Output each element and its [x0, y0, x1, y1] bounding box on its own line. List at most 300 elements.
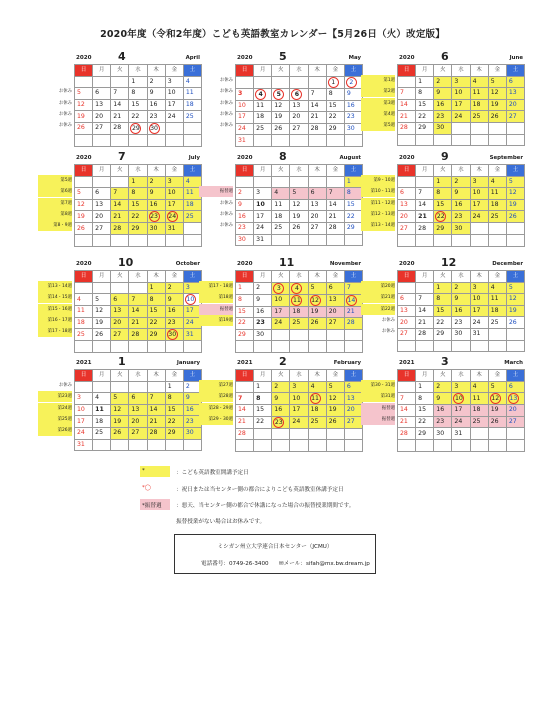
day-cell: [290, 318, 308, 330]
month-calendar-aug: [235, 150, 363, 246]
day-cell: [452, 428, 470, 440]
week-row: [75, 427, 202, 439]
weekday-header: 日: [236, 271, 254, 283]
day-number: 14: [400, 101, 408, 109]
week-row: [236, 234, 363, 246]
day-cell: [506, 340, 524, 352]
day-number: 21: [310, 113, 319, 121]
legend-circle-swatch: [140, 483, 170, 494]
day-cell: [326, 393, 344, 405]
day-cell: [254, 222, 272, 234]
weekday-header: 木: [308, 370, 326, 382]
day-number: 30: [346, 125, 355, 133]
day-number: 11: [490, 295, 499, 303]
weekday-header: 土: [183, 165, 201, 177]
day-number: 23: [436, 418, 445, 426]
month-year: 2020: [399, 55, 415, 61]
weekday-header: 土: [506, 165, 524, 177]
day-cell: [434, 317, 452, 329]
day-number: 27: [400, 330, 408, 338]
week-label: 第13・14週: [361, 220, 395, 231]
day-cell: [488, 305, 506, 317]
day-number: 30: [436, 429, 445, 437]
weekday-header-row: [398, 370, 525, 382]
day-cell: [290, 381, 308, 393]
day-cell: [75, 404, 93, 416]
month-year: 2020: [76, 155, 92, 161]
day-number: 16: [185, 406, 194, 414]
day-number: 12: [77, 101, 85, 109]
weekday-header: 水: [290, 271, 308, 283]
day-cell: [398, 111, 416, 123]
day-cell: [236, 341, 254, 353]
day-number: 18: [472, 406, 481, 414]
day-cell: [344, 405, 362, 417]
week-row: [398, 122, 525, 134]
day-cell: [93, 404, 111, 416]
day-cell: [308, 211, 326, 223]
day-cell: [75, 99, 93, 111]
week-row: [75, 341, 202, 353]
week-label: 第22週: [361, 304, 395, 315]
day-number: 25: [274, 224, 283, 232]
day-number: 7: [328, 189, 333, 197]
day-cell: [147, 439, 165, 451]
month-year: 2020: [76, 55, 92, 61]
day-cell: [93, 134, 111, 146]
day-cell: [183, 134, 201, 146]
day-number: 19: [490, 406, 499, 414]
day-number: 7: [238, 394, 243, 402]
weekday-header: 木: [147, 271, 165, 283]
day-cell: [344, 199, 362, 211]
day-cell: [506, 393, 524, 405]
day-number: 19: [77, 212, 85, 220]
week-label: 振替週: [361, 414, 395, 425]
week-row: [398, 428, 525, 440]
day-cell: [272, 294, 290, 306]
day-cell: [290, 416, 308, 428]
day-cell: [488, 294, 506, 306]
closed-day-circle: 13: [509, 395, 518, 403]
day-cell: [344, 294, 362, 306]
day-cell: [326, 222, 344, 234]
day-number: 5: [77, 89, 81, 97]
day-number: 27: [328, 319, 337, 327]
day-number: 9: [454, 189, 459, 197]
day-number: 25: [472, 112, 481, 120]
week-row: [236, 329, 363, 341]
day-cell: [111, 188, 129, 200]
day-cell: [344, 234, 362, 246]
day-cell: [434, 340, 452, 352]
weekday-header: 木: [470, 65, 488, 77]
day-cell: [254, 416, 272, 428]
month-calendar-jul: [74, 150, 202, 247]
day-cell: [93, 122, 111, 134]
weekday-header: 土: [344, 165, 362, 177]
day-number: 21: [113, 112, 122, 120]
day-number: 18: [472, 101, 481, 109]
day-cell: [75, 306, 93, 318]
day-cell: [488, 188, 506, 200]
week-label: 第3週: [361, 98, 395, 109]
day-cell: [183, 329, 201, 341]
weekday-header-row: [236, 65, 363, 77]
day-number: 9: [436, 394, 441, 402]
day-cell: [129, 122, 147, 134]
day-number: 26: [508, 318, 517, 326]
day-number: 3: [238, 90, 243, 98]
day-cell: [434, 305, 452, 317]
day-number: 17: [167, 201, 176, 209]
closed-day-circle: 22: [436, 213, 445, 221]
day-cell: [326, 123, 344, 135]
day-cell: [452, 76, 470, 88]
day-cell: [93, 306, 111, 318]
day-number: 10: [472, 189, 481, 197]
week-row: [75, 294, 202, 306]
day-number: 3: [167, 177, 172, 185]
month-number: 6: [441, 50, 449, 63]
day-number: 31: [256, 235, 265, 243]
month-year: 2020: [399, 155, 415, 161]
day-number: 1: [418, 77, 423, 85]
day-cell: [75, 317, 93, 329]
day-number: 12: [113, 406, 122, 414]
closed-day-circle: 30: [150, 124, 158, 132]
contact-mail: ✉メール：sifah@mx.bw.dream.jp: [279, 561, 370, 567]
day-number: 10: [256, 201, 265, 209]
week-label: お休み: [58, 89, 72, 95]
day-cell: [111, 329, 129, 341]
day-cell: [452, 328, 470, 340]
day-number: 2: [185, 382, 190, 390]
day-cell: [165, 282, 183, 294]
day-number: 26: [508, 212, 517, 220]
week-row: [236, 88, 363, 100]
day-cell: [165, 439, 183, 451]
day-number: 23: [454, 318, 463, 326]
day-number: 1: [418, 382, 423, 390]
day-cell: [290, 135, 308, 147]
month-header: [397, 50, 525, 64]
day-cell: [75, 427, 93, 439]
day-cell: [111, 317, 129, 329]
day-cell: [129, 317, 147, 329]
week-label: お休み: [381, 317, 395, 323]
day-cell: [506, 211, 524, 223]
day-cell: [236, 234, 254, 246]
month-calendar-mar: [397, 355, 525, 452]
day-cell: [434, 211, 452, 223]
month-calendar-feb: [235, 355, 363, 452]
month-number: 1: [118, 355, 126, 368]
day-number: 19: [292, 212, 301, 220]
weekday-header: 月: [416, 165, 434, 177]
day-number: 29: [436, 224, 445, 232]
day-cell: [147, 329, 165, 341]
weekday-header: 日: [75, 271, 93, 283]
day-cell: [506, 294, 524, 306]
day-cell: [147, 134, 165, 146]
month-calendar-dec: [397, 256, 525, 352]
contact-box: [174, 534, 376, 574]
day-cell: [398, 416, 416, 428]
day-number: 22: [346, 212, 355, 220]
week-label: お休み: [58, 100, 72, 106]
day-cell: [344, 188, 362, 200]
weekday-header: 月: [254, 370, 272, 382]
day-cell: [398, 405, 416, 417]
week-row: [75, 199, 202, 211]
day-number: 20: [400, 212, 408, 220]
month-grid: [235, 270, 363, 353]
day-cell: [290, 188, 308, 200]
contact-tel: 電話番号：0749-26-3400: [201, 561, 269, 567]
day-cell: [416, 405, 434, 417]
day-cell: [129, 416, 147, 428]
day-cell: [308, 76, 326, 88]
legend-yellow-mark: *: [142, 468, 145, 474]
day-cell: [416, 111, 434, 123]
day-cell: [416, 234, 434, 246]
day-number: 12: [508, 189, 517, 197]
day-number: 6: [508, 382, 513, 390]
month-number: 9: [441, 150, 449, 163]
day-cell: [326, 112, 344, 124]
legend-pink-text: ：悪天、当センター側の都合で休講になった場合の振替授業期間です。: [176, 503, 355, 509]
day-number: 8: [436, 295, 441, 303]
day-cell: [488, 88, 506, 100]
day-number: 29: [346, 224, 355, 232]
day-cell: [147, 122, 165, 134]
day-number: 26: [95, 330, 104, 338]
month-year: 2021: [76, 360, 92, 366]
week-row: [236, 341, 363, 353]
day-cell: [290, 176, 308, 188]
day-cell: [147, 393, 165, 405]
day-cell: [488, 134, 506, 146]
month-calendar-sep: [397, 150, 525, 247]
day-number: 12: [508, 295, 517, 303]
day-number: 12: [328, 394, 337, 402]
day-cell: [398, 223, 416, 235]
day-cell: [129, 234, 147, 246]
day-number: 25: [310, 418, 319, 426]
day-cell: [236, 440, 254, 452]
weekday-header: 金: [488, 165, 506, 177]
day-cell: [147, 211, 165, 223]
month-grid: [74, 164, 202, 247]
weekday-header: 水: [452, 165, 470, 177]
day-cell: [344, 211, 362, 223]
day-cell: [416, 381, 434, 393]
day-number: 13: [400, 307, 408, 315]
week-row: [398, 211, 525, 223]
day-cell: [165, 317, 183, 329]
month-grid: [397, 164, 525, 247]
week-row: [398, 393, 525, 405]
day-cell: [470, 111, 488, 123]
day-number: 13: [131, 406, 140, 414]
day-cell: [506, 188, 524, 200]
day-cell: [344, 135, 362, 147]
week-row: [398, 340, 525, 352]
day-cell: [308, 188, 326, 200]
month-number: 4: [118, 50, 126, 63]
weekday-header: 火: [272, 165, 290, 177]
day-number: 17: [167, 101, 176, 109]
weekday-header: 水: [129, 165, 147, 177]
day-cell: [290, 76, 308, 88]
day-cell: [344, 100, 362, 112]
day-cell: [129, 404, 147, 416]
day-cell: [506, 76, 524, 88]
day-cell: [326, 405, 344, 417]
weekday-header: 日: [236, 65, 254, 77]
day-cell: [344, 282, 362, 294]
day-cell: [290, 234, 308, 246]
day-cell: [93, 393, 111, 405]
day-cell: [452, 416, 470, 428]
weekday-header: 土: [506, 370, 524, 382]
week-row: [398, 111, 525, 123]
day-number: 27: [113, 330, 122, 338]
day-number: 10: [238, 101, 246, 109]
month-calendar-jan: [74, 355, 202, 451]
day-cell: [308, 176, 326, 188]
day-number: 13: [113, 307, 122, 315]
day-cell: [129, 188, 147, 200]
weekday-header: 水: [290, 165, 308, 177]
day-cell: [254, 282, 272, 294]
week-label: 第20週: [361, 281, 395, 292]
day-number: 8: [346, 189, 351, 197]
day-cell: [416, 211, 434, 223]
day-cell: [452, 234, 470, 246]
closed-day-circle: 11: [311, 395, 319, 403]
day-number: 8: [418, 89, 423, 97]
day-cell: [452, 317, 470, 329]
day-cell: [488, 340, 506, 352]
day-number: 29: [167, 429, 176, 437]
day-cell: [398, 340, 416, 352]
month-number: 2: [279, 355, 287, 368]
day-cell: [165, 381, 183, 393]
day-number: 14: [113, 201, 122, 209]
day-cell: [254, 405, 272, 417]
day-cell: [470, 439, 488, 451]
day-number: 15: [418, 101, 427, 109]
day-number: 8: [167, 394, 172, 402]
day-cell: [344, 416, 362, 428]
day-cell: [416, 305, 434, 317]
day-number: 11: [472, 394, 481, 402]
day-number: 17: [274, 307, 283, 315]
day-number: 22: [238, 319, 246, 327]
day-number: 12: [490, 89, 499, 97]
day-cell: [147, 416, 165, 428]
month-calendar-apr: [74, 50, 202, 147]
day-cell: [111, 134, 129, 146]
day-cell: [326, 282, 344, 294]
day-number: 15: [149, 307, 158, 315]
day-cell: [416, 428, 434, 440]
day-number: 17: [77, 417, 85, 425]
day-number: 24: [238, 125, 246, 133]
day-cell: [326, 440, 344, 452]
month-calendar-jun: [397, 50, 525, 146]
day-number: 26: [274, 125, 283, 133]
week-label: 第7週: [38, 198, 72, 209]
day-number: 9: [454, 295, 459, 303]
day-number: 4: [95, 394, 100, 402]
month-name-en: December: [492, 261, 523, 267]
day-number: 11: [472, 89, 481, 97]
day-number: 17: [292, 406, 301, 414]
day-cell: [147, 306, 165, 318]
day-cell: [75, 329, 93, 341]
day-cell: [488, 176, 506, 188]
day-cell: [254, 329, 272, 341]
legend-circle-mark: *◯: [142, 485, 152, 491]
day-cell: [308, 123, 326, 135]
day-cell: [111, 404, 129, 416]
day-number: 18: [292, 307, 301, 315]
day-cell: [272, 341, 290, 353]
day-number: 19: [113, 417, 122, 425]
day-number: 22: [328, 113, 337, 121]
day-number: 8: [131, 189, 136, 197]
weekday-header: 金: [326, 65, 344, 77]
day-number: 28: [400, 124, 408, 132]
day-cell: [470, 405, 488, 417]
day-cell: [506, 111, 524, 123]
weekday-header: 金: [488, 65, 506, 77]
day-cell: [75, 381, 93, 393]
week-label: 第9・10週: [361, 175, 395, 186]
month-year: 2021: [399, 360, 415, 366]
day-cell: [75, 76, 93, 88]
day-cell: [272, 76, 290, 88]
day-cell: [75, 341, 93, 353]
day-number: 6: [400, 295, 404, 303]
week-label: 第4週: [361, 109, 395, 120]
day-cell: [488, 317, 506, 329]
day-cell: [398, 211, 416, 223]
week-row: [398, 439, 525, 451]
day-number: 10: [167, 89, 176, 97]
day-number: 10: [454, 89, 463, 97]
week-row: [75, 176, 202, 188]
day-number: 28: [131, 330, 140, 338]
week-row: [398, 176, 525, 188]
day-cell: [165, 306, 183, 318]
day-number: 26: [292, 224, 301, 232]
day-number: 16: [256, 307, 265, 315]
day-cell: [236, 100, 254, 112]
week-row: [236, 176, 363, 188]
day-number: 15: [238, 307, 246, 315]
day-cell: [254, 100, 272, 112]
day-cell: [290, 123, 308, 135]
day-number: 29: [418, 429, 427, 437]
day-cell: [93, 427, 111, 439]
day-cell: [470, 223, 488, 235]
day-number: 18: [185, 201, 194, 209]
day-cell: [165, 393, 183, 405]
